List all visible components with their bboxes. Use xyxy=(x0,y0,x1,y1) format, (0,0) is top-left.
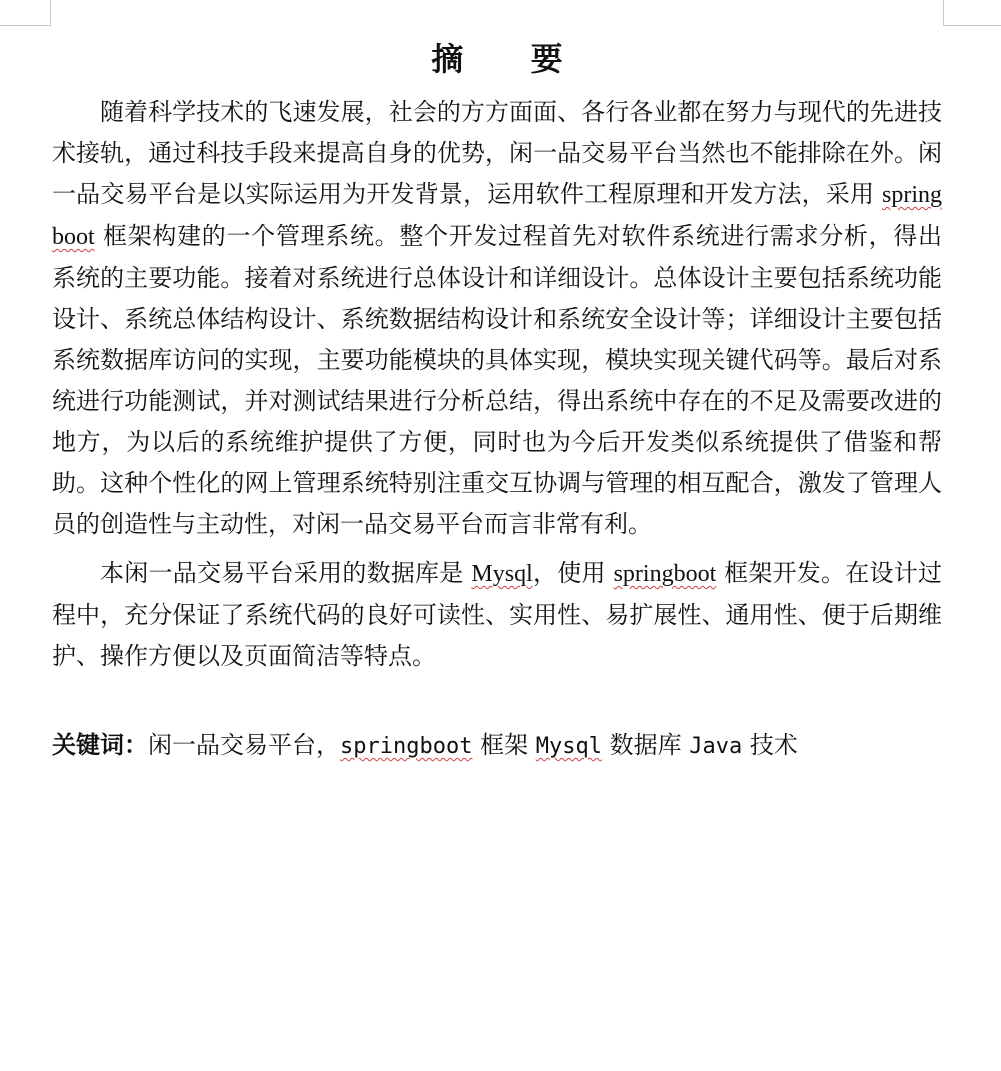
keywords-text-c: 数据库 xyxy=(601,731,690,759)
abstract-paragraph-2 xyxy=(52,553,942,677)
paragraph-1-term-springboot: springboot xyxy=(52,182,942,250)
keywords-text-a: 闲一品交易平台， xyxy=(148,731,340,759)
paragraph-2-text-c: 框架开发。在设计过程中，充分保证了系统代码的良好可读性、实用性、易扩展性、通用性、便于后期维护、操作方便以及页面简洁等特点。 xyxy=(52,559,942,670)
keywords-label: 关键词： xyxy=(52,731,148,759)
keyword-java: Java xyxy=(689,734,743,759)
keywords-line xyxy=(52,725,942,767)
keyword-mysql: Mysql xyxy=(535,734,602,759)
page-corner-top-left xyxy=(0,0,51,26)
keywords-text-d: 技术 xyxy=(742,731,798,759)
paragraph-1-text-b: 框架构建的一个管理系统。整个开发过程首先对软件系统进行需求分析，得出系统的主要功能。接着对系统进行总体设计和详细设计。总体设计主要包括系统功能设计、系统总体结构设计、系统数据结构设计和系统安全设计等；详细设计主要包括系统数据库访问的实现，主要功能模块的具体实现，模块实现关键代码等。最后对系统进行功能测试，并对测试结果进行分析总结，得出系统中存在的不足及需要改进的地方，为以后的系统维护提供了方便，同时也为今后开发类似系统提供了借鉴和帮助。这种个性化的网上管理系统特别注重交互协调与管理的相互配合，激发了管理人员的创造性与主动性，对闲一品交易平台而言非常有利。 xyxy=(52,222,942,538)
paragraph-2-text-a: 本闲一品交易平台采用的数据库是 xyxy=(100,559,472,587)
keywords-text-b: 框架 xyxy=(472,731,536,759)
abstract-paragraph-1 xyxy=(52,92,942,545)
abstract-title: 摘 要 xyxy=(431,40,591,78)
page-corner-top-right xyxy=(943,0,1001,26)
paragraph-spacer xyxy=(52,685,942,725)
paragraph-2-term-mysql: Mysql xyxy=(471,561,533,587)
keyword-springboot: springboot xyxy=(340,734,473,759)
paragraph-1-text-a: 随着科学技术的飞速发展，社会的方方面面、各行各业都在努力与现代的先进技术接轨，通过科技手段来提高自身的优势，闲一品交易平台当然也不能排除在外。闲一品交易平台是以实际运用为开发背景，运用软件工程原理和开发方法，采用 xyxy=(52,98,942,208)
paragraph-2-text-b: ，使用 xyxy=(532,559,614,587)
document-page xyxy=(52,36,942,767)
paragraph-2-term-springboot: springboot xyxy=(613,561,717,587)
